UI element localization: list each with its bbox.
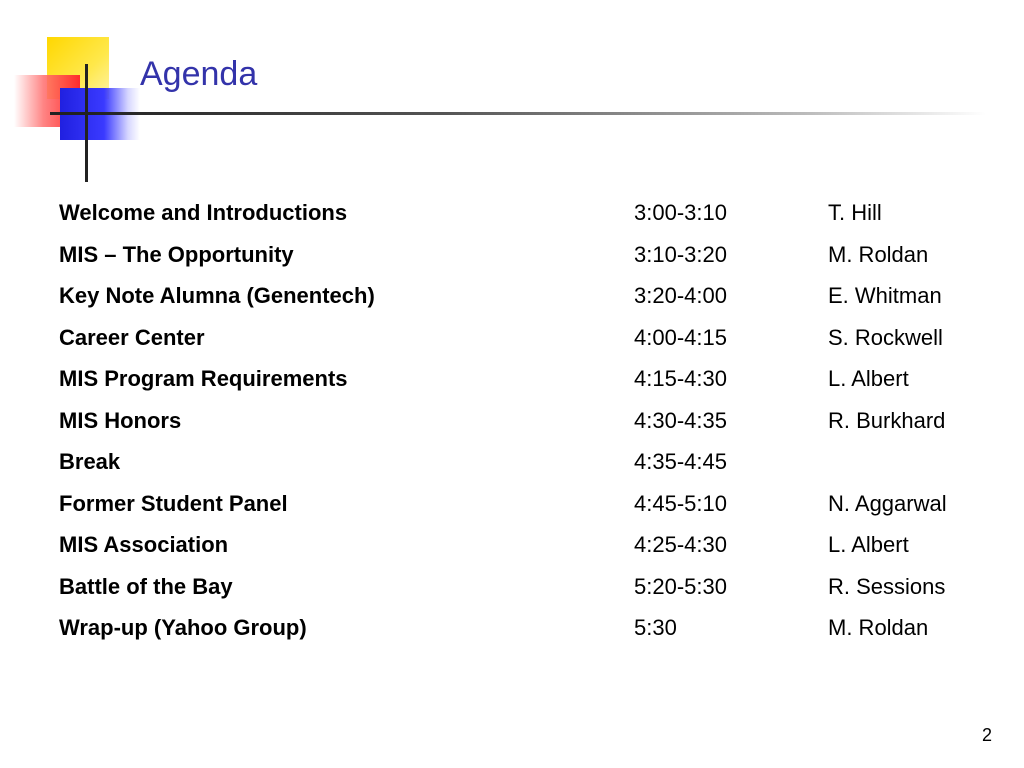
agenda-topic: Break	[59, 449, 121, 474]
agenda-speaker: E. Whitman	[828, 283, 942, 308]
agenda-speaker: R. Sessions	[828, 573, 946, 599]
agenda-row	[59, 441, 989, 483]
agenda-topic: Former Student Panel	[59, 490, 288, 516]
horizontal-line-decoration	[50, 112, 90, 115]
agenda-speaker: S. Rockwell	[828, 324, 943, 350]
agenda-time: 5:30	[634, 615, 677, 640]
agenda-speaker: T. Hill	[828, 200, 882, 225]
page-number: 2	[981, 725, 992, 745]
slide-title: Agenda	[140, 55, 258, 93]
agenda-topic: MIS – The Opportunity	[59, 241, 294, 267]
agenda-row	[59, 483, 989, 525]
title-underline-rule	[86, 112, 986, 115]
agenda-speaker: L. Albert	[828, 366, 909, 391]
agenda-time: 4:45-5:10	[634, 490, 727, 516]
agenda-speaker: N. Aggarwal	[828, 490, 947, 516]
agenda-time: 4:25-4:30	[634, 532, 727, 557]
agenda-time: 4:30-4:35	[634, 407, 727, 433]
agenda-row	[59, 234, 989, 276]
agenda-row	[59, 275, 989, 317]
agenda-row	[59, 400, 989, 442]
agenda-time: 3:00-3:10	[634, 200, 727, 225]
agenda-time: 4:35-4:45	[634, 449, 727, 474]
agenda-topic: Key Note Alumna (Genentech)	[59, 283, 375, 308]
agenda-topic: Wrap-up (Yahoo Group)	[59, 615, 307, 640]
agenda-topic: MIS Program Requirements	[59, 366, 348, 391]
agenda-row	[59, 192, 989, 234]
agenda-topic: Welcome and Introductions	[59, 200, 348, 225]
agenda-speaker: L. Albert	[828, 532, 909, 557]
agenda-topic: Career Center	[59, 324, 205, 350]
agenda-topic: MIS Honors	[59, 407, 182, 433]
agenda-time: 4:15-4:30	[634, 366, 727, 391]
agenda-row	[59, 358, 989, 400]
agenda-row	[59, 317, 989, 359]
agenda-row	[59, 524, 989, 566]
agenda-topic: MIS Association	[59, 532, 229, 557]
vertical-line-decoration	[85, 64, 88, 182]
agenda-time: 3:10-3:20	[634, 241, 727, 267]
agenda-speaker: R. Burkhard	[828, 407, 946, 433]
agenda-topic: Battle of the Bay	[59, 573, 233, 599]
agenda-time: 3:20-4:00	[634, 283, 727, 308]
agenda-row	[59, 607, 989, 649]
agenda-speaker: M. Roldan	[828, 615, 929, 640]
agenda-table	[59, 192, 989, 649]
agenda-time: 5:20-5:30	[634, 573, 727, 599]
agenda-time: 4:00-4:15	[634, 324, 727, 350]
decorative-logo-blocks	[0, 0, 160, 190]
agenda-speaker: M. Roldan	[828, 241, 929, 267]
agenda-row	[59, 566, 989, 608]
